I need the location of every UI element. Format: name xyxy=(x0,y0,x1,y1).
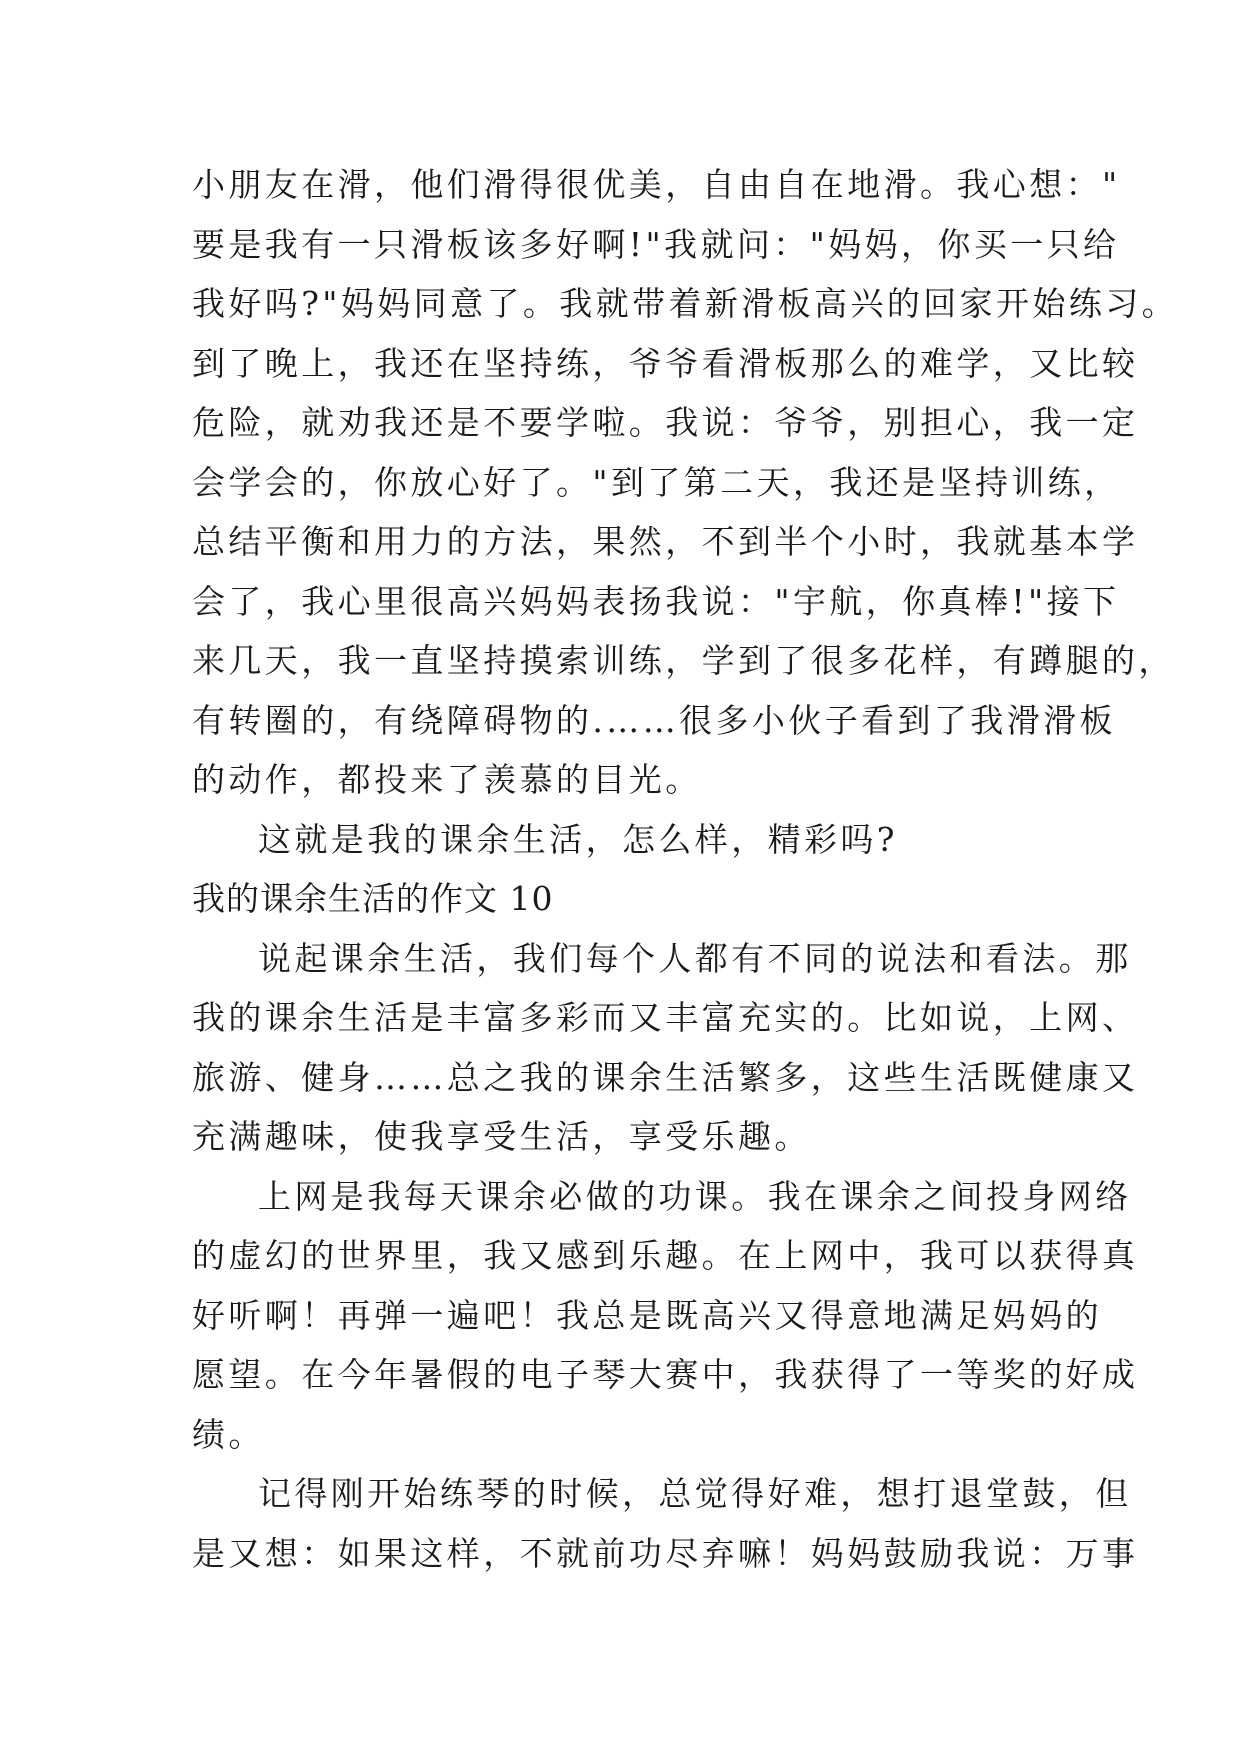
text-line: 小朋友在滑，他们滑得很优美，自由自在地滑。我心想：" xyxy=(192,165,1121,204)
text-line: 来几天，我一直坚持摸索训练，学到了很多花样，有蹲腿的， xyxy=(192,641,1175,680)
text-line: 好听啊！再弹一遍吧！我总是既高兴又得意地满足妈妈的 xyxy=(192,1295,1102,1335)
text-line: 会了，我心里很高兴妈妈表扬我说："宇航，你真棒!"接下 xyxy=(192,581,1120,621)
text-line: 会学会的，你放心好了。"到了第二天，我还是坚持训练， xyxy=(192,462,1121,502)
text-line: 上网是我每天课余必做的功课。我在课余之间投身网络 xyxy=(258,1176,1132,1216)
text-line: 的虚幻的世界里，我又感到乐趣。在上网中，我可以获得真 xyxy=(192,1236,1139,1275)
text-line: 充满趣味，使我享受生活，享受乐趣。 xyxy=(192,1117,811,1156)
section-heading: 我的课余生活的作文 10 xyxy=(192,879,554,918)
text-line: 旅游、健身……总之我的课余生活繁多，这些生活既健康又 xyxy=(192,1057,1139,1097)
text-line: 记得刚开始练琴的时候，总觉得好难，想打退堂鼓，但 xyxy=(258,1474,1132,1513)
text-line: 到了晚上，我还在坚持练，爷爷看滑板那么的难学，又比较 xyxy=(192,343,1139,383)
text-line: 的动作，都投来了羡慕的目光。 xyxy=(192,760,702,799)
text-line: 我好吗?"妈妈同意了。我就带着新滑板高兴的回家开始练习。 xyxy=(192,284,1179,323)
text-line: 危险，就劝我还是不要学啦。我说：爷爷，别担心，我一定 xyxy=(192,403,1139,442)
text-line: 这就是我的课余生活，怎么样，精彩吗? xyxy=(258,819,898,859)
text-line: 我的课余生活是丰富多彩而又丰富充实的。比如说，上网、 xyxy=(192,998,1139,1037)
text-line: 愿望。在今年暑假的电子琴大赛中，我获得了一等奖的好成 xyxy=(192,1355,1139,1394)
text-line: 说起课余生活，我们每个人都有不同的说法和看法。那 xyxy=(258,938,1132,978)
text-line: 要是我有一只滑板该多好啊!"我就问："妈妈，你买一只给 xyxy=(192,224,1120,264)
text-line: 总结平衡和用力的方法，果然，不到半个小时，我就基本学 xyxy=(192,522,1139,561)
text-line: 绩。 xyxy=(192,1414,265,1454)
text-line: 有转圈的，有绕障碍物的.……很多小伙子看到了我滑滑板 xyxy=(192,700,1116,740)
text-line: 是又想：如果这样，不就前功尽弃嘛！妈妈鼓励我说：万事 xyxy=(192,1533,1139,1573)
document-page xyxy=(192,155,1179,1583)
